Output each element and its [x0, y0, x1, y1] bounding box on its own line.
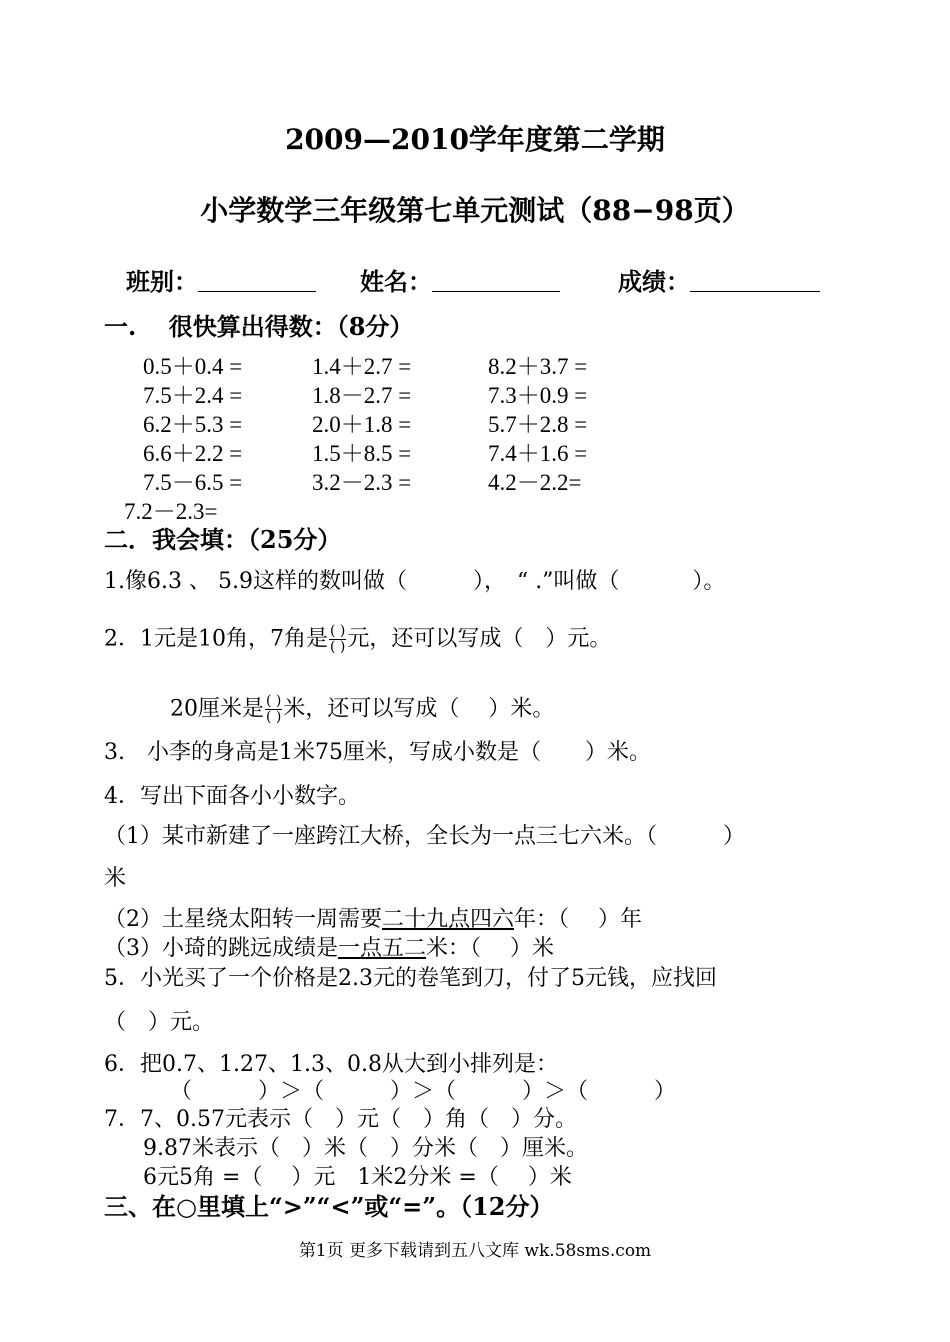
question-6: 6．把0.7、1.27、1.3、0.8从大到小排列是： — [104, 1052, 558, 1077]
fraction-blank[interactable] — [265, 694, 282, 725]
question-4: 4．写出下面各小小数字。 — [104, 784, 360, 809]
calc-item: 2.0＋1.8 = — [312, 412, 412, 437]
name-label: 姓名： — [360, 267, 432, 296]
document-subtitle: 小学数学三年级第七单元测试（88−98页） — [200, 194, 750, 227]
question-2b — [170, 694, 554, 725]
question-4-1-cont: 米 — [104, 866, 127, 891]
question-4-3-text-a: （3）小琦的跳远成绩是 — [104, 936, 338, 961]
fraction-denominator: ( ) — [266, 709, 282, 725]
calc-item: 7.4＋1.6 = — [488, 441, 588, 466]
question-4-3 — [104, 935, 554, 963]
question-7-c: 6元5角 =（ ）元 1米2分米 =（ ）米 — [143, 1165, 572, 1190]
calc-item: 5.7＋2.8 = — [488, 412, 588, 437]
calc-item: 6.6＋2.2 = — [143, 441, 243, 466]
underlined-number-words: 二十九点四六 — [382, 907, 515, 932]
fraction-numerator: ( ) — [266, 693, 282, 709]
question-4-1: （1）某市新建了一座跨江大桥，全长为一点三七六米。（ ） — [104, 824, 745, 849]
question-4-2-text-a: （2）土星绕太阳转一周需要 — [104, 907, 382, 932]
question-7-b: 9.87米表示（ ）米（ ）分米（ ）厘米。 — [143, 1136, 588, 1161]
score-label: 成绩： — [618, 267, 690, 296]
calc-item: 3.2－2.3 = — [312, 470, 412, 495]
underlined-number-words: 一点五二 — [338, 936, 427, 961]
class-field — [126, 268, 316, 296]
fraction-denominator: ( ) — [330, 639, 346, 655]
question-2 — [104, 624, 611, 655]
name-blank[interactable] — [432, 269, 560, 292]
calc-item: 7.2－2.3= — [124, 499, 218, 524]
calc-item: 7.5＋2.4 = — [143, 383, 243, 408]
question-2b-text-b: 米，还可以写成（ ）米。 — [283, 696, 555, 722]
question-7: 7．7、0.57元表示（ ）元（ ）角（ ）分。 — [104, 1107, 577, 1132]
question-5-cont: （ ）元。 — [104, 1010, 215, 1035]
question-3: 3. 小李的身高是1米75厘米，写成小数是（ ）米。 — [104, 740, 651, 765]
fraction-blank[interactable] — [329, 624, 346, 655]
calc-item: 6.2＋5.3 = — [143, 412, 243, 437]
calc-item: 4.2－2.2= — [488, 470, 582, 495]
class-blank[interactable] — [198, 269, 316, 292]
calc-item: 7.5－6.5 = — [143, 470, 243, 495]
calc-item: 1.4＋2.7 = — [312, 354, 412, 379]
section1-heading: 一. 很快算出得数：（8分） — [104, 312, 414, 341]
question-2-text-a: 2．1元是10角，7角是 — [104, 626, 328, 652]
question-6-cont: （ ）＞（ ）＞（ ）＞（ ） — [170, 1079, 677, 1104]
fraction-numerator: ( ) — [330, 623, 346, 639]
section2-heading: 二．我会填：（25分） — [104, 525, 342, 554]
calc-item: 0.5＋0.4 = — [143, 354, 243, 379]
document-title: 2009—2010学年度第二学期 — [285, 123, 665, 156]
section3-heading: 三、在○里填上“>”“<”或“=”。（12分） — [104, 1192, 554, 1221]
question-2b-text-a: 20厘米是 — [170, 696, 264, 722]
class-label: 班别： — [126, 267, 198, 296]
question-5: 5．小光买了一个价格是2.3元的卷笔到刀，付了5元钱，应找回 — [104, 966, 717, 991]
calc-item: 7.3＋0.9 = — [488, 383, 588, 408]
question-4-3-text-b: 米：（ ）米 — [426, 936, 555, 961]
page-footer: 第1页 更多下载请到五八文库 wk.58sms.com — [298, 1241, 652, 1261]
question-4-2-text-b: 年：（ ）年 — [514, 907, 643, 932]
score-field — [618, 268, 820, 296]
calc-item: 8.2＋3.7 = — [488, 354, 588, 379]
calc-item: 1.8－2.7 = — [312, 383, 412, 408]
score-blank[interactable] — [690, 269, 820, 292]
name-field — [360, 268, 560, 296]
question-2-text-b: 元，还可以写成（ ）元。 — [347, 626, 612, 652]
question-4-2 — [104, 906, 642, 934]
calc-item: 1.5＋8.5 = — [312, 441, 412, 466]
question-1: 1.像6.3 、 5.9这样的数叫做（ ）， “ .”叫做（ ）。 — [104, 569, 726, 594]
